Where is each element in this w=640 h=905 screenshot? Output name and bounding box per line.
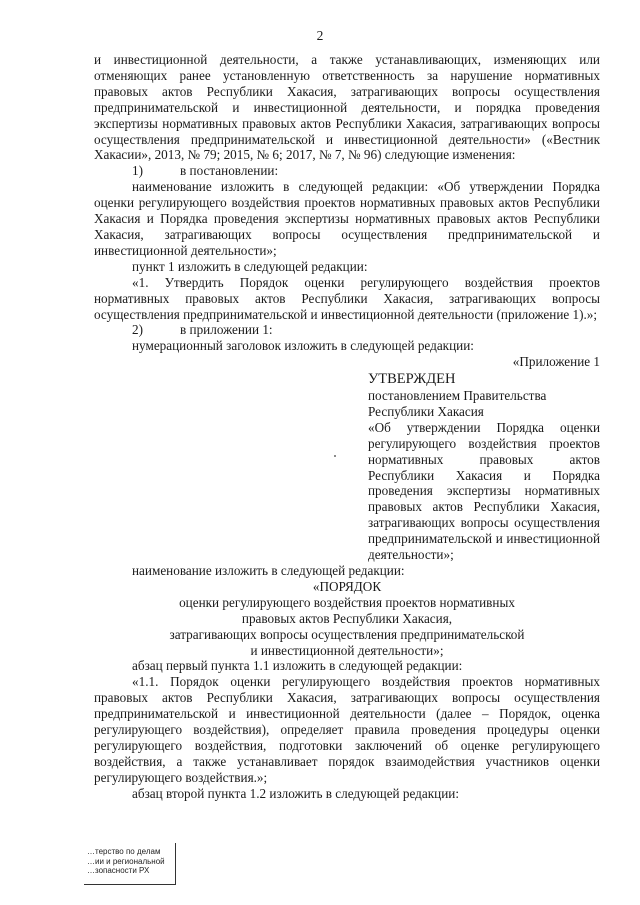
order-line-1: оценки регулирующего воздействия проектов нормативных bbox=[179, 594, 515, 610]
list-item-2 bbox=[94, 322, 600, 338]
approved-line-2: Республики Хакасия bbox=[368, 403, 484, 419]
list-item-number: 1) bbox=[132, 163, 143, 179]
list-item-text: в приложении 1: bbox=[180, 322, 273, 338]
order-line-3: затрагивающих вопросы осуществления предпринимательской bbox=[169, 626, 525, 642]
approval-block bbox=[368, 372, 600, 563]
name2-intro: наименование изложить в следующей редакции: bbox=[132, 563, 405, 578]
approved-text: «Об утверждении Порядка оценки регулирующего воздействия проектов нормативных правовых актов Республики Хакасия и Порядка проведения экспертизы нормативных правовых актов Республики Хакасия, затрагивающих вопросы осуществления предпринимательской и инвестиционной деятельности»; bbox=[368, 419, 600, 563]
point-1-1-text: «1.1. Порядок оценки регулирующего воздействия проектов нормативных правовых актов Республики Хакасия, затрагивающих вопросы осуществления предпринимательской и инвестиционной деятельности (далее – Порядок, оценка регулирующего воздействия), определяет правила проведения процедуры оценки регулирующего воздействия, подготовки заключений об оценке регулирующего воздействия, а также устанавливает порядок взаимодействия участников оценки регулирующего воздействия.»; bbox=[94, 674, 600, 785]
intro-paragraph: и инвестиционной деятельности, а также устанавливающих, изменяющих или отменяющих ранее установленную ответственность за нарушение нормативных правовых актов Республики Хакасия, затрагивающих вопросы осуществления предпринимательской и инвестиционной деятельности, и порядка проведения экспертизы нормативных правовых актов Республики Хакасия, затрагивающих вопросы осуществления предпринимательской и инвестиционной деятельности» («Вестник Хакасии», 2013, № 79; 2015, № 6; 2017, № 7, № 96) следующие изменения: bbox=[94, 52, 600, 163]
header-intro: нумерационный заголовок изложить в следующей редакции: bbox=[132, 338, 474, 354]
order-title: «ПОРЯДОК bbox=[312, 578, 382, 594]
stray-dot bbox=[334, 455, 336, 457]
appendix-label: «Приложение 1 bbox=[512, 354, 600, 370]
abz2-intro: абзац второй пункта 1.2 изложить в следующей редакции: bbox=[132, 785, 459, 801]
order-title-block bbox=[94, 579, 600, 659]
document-body bbox=[94, 52, 600, 802]
stamp-line-2: …ии и региональной bbox=[87, 856, 165, 866]
list-item-number: 2) bbox=[132, 322, 143, 338]
approved-title: УТВЕРЖДЕН bbox=[368, 371, 456, 388]
point1-intro: пункт 1 изложить в следующей редакции: bbox=[132, 258, 368, 274]
order-line-2: правовых актов Республики Хакасия, bbox=[241, 610, 453, 626]
point1-text: «1. Утвердить Порядок оценки регулирующего воздействия проектов нормативных правовых актов Республики Хакасия, затрагивающих вопросы осуществления предпринимательской и инвестиционной деятельности (приложение 1).»; bbox=[94, 274, 600, 322]
approved-line-1: постановлением Правительства bbox=[368, 388, 547, 404]
ministry-stamp bbox=[84, 843, 176, 885]
stamp-line-1: …терство по делам bbox=[87, 847, 161, 856]
abz1-intro: абзац первый пункта 1.1 изложить в следующей редакции: bbox=[132, 658, 463, 674]
name-change-paragraph: наименование изложить в следующей редакции: «Об утверждении Порядка оценки регулирующего воздействия проектов нормативных правовых актов Республики Хакасия и Порядка проведения экспертизы нормативных правовых актов Республики Хакасия, затрагивающих вопросы осуществления предпринимательской и инвестиционной деятельности»; bbox=[94, 179, 600, 258]
list-item-1 bbox=[94, 163, 600, 179]
list-item-text: в постановлении: bbox=[180, 163, 279, 179]
stamp-line-3: …зопасности РХ bbox=[87, 866, 150, 875]
page-number: 2 bbox=[316, 28, 324, 43]
order-line-4: и инвестиционной деятельности»; bbox=[250, 642, 444, 658]
